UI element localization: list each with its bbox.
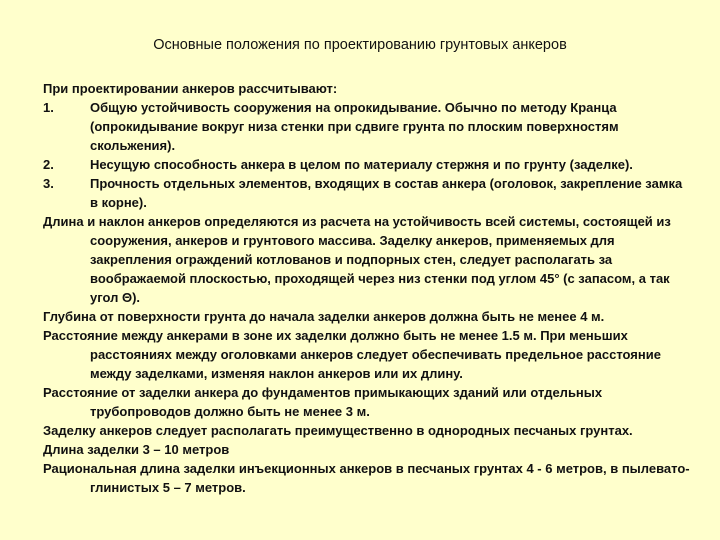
- list-item-text: Общую устойчивость сооружения на опрокидывание. Обычно по методу Кранца (опрокидывание вокруг низа стенки при сдвиге грунта по плоским поверхностям скольжения).: [90, 100, 619, 153]
- list-number: 3.: [43, 176, 54, 191]
- paragraph-soil-type: Заделку анкеров следует располагать преимущественно в однородных песчаных грунтах.: [43, 423, 633, 438]
- paragraph-spacing: Расстояние между анкерами в зоне их заделки должно быть не менее 1.5 м. При меньших расстояниях между оголовками анкеров следует обеспечивать предельное расстояние между заделками, изменяя наклон анкеров или их длину.: [43, 328, 661, 381]
- list-number: 2.: [43, 157, 54, 172]
- list-item-text: Несущую способность анкера в целом по материалу стержня и по грунту (заделке).: [90, 157, 633, 172]
- intro-paragraph: При проектировании анкеров рассчитывают:: [43, 81, 338, 96]
- list-item-text: Прочность отдельных элементов, входящих в состав анкера (оголовок, закрепление замка в корне).: [90, 176, 683, 210]
- list-item: [43, 98, 693, 155]
- list-item: [43, 174, 693, 212]
- paragraph-rational-length: Рациональная длина заделки инъекционных анкеров в песчаных грунтах 4 - 6 метров, в пылевато-глинистых 5 – 7 метров.: [43, 461, 690, 495]
- paragraph-anchor-length: Длина и наклон анкеров определяются из расчета на устойчивость всей системы, состоящей из сооружения, анкеров и грунтового массива. Заделку анкеров, применяемых для закрепления ограждений котлованов и подпорных стен, следует располагать за воображаемой плоскостью, проходящей через низ стенки под углом 45° (с запасом, а так угол Θ).: [43, 214, 671, 305]
- list-item: [43, 155, 693, 174]
- slide-body: [43, 79, 693, 497]
- slide-title: Основные положения по проектированию грунтовых анкеров: [153, 37, 567, 53]
- paragraph-depth: Глубина от поверхности грунта до начала заделки анкеров должна быть не менее 4 м.: [43, 309, 605, 324]
- paragraph-embedment-length: Длина заделки 3 – 10 метров: [43, 442, 230, 457]
- list-number: 1.: [43, 100, 54, 115]
- paragraph-foundation-distance: Расстояние от заделки анкера до фундаментов примыкающих зданий или отдельных трубопроводов должно быть не менее 3 м.: [43, 385, 603, 419]
